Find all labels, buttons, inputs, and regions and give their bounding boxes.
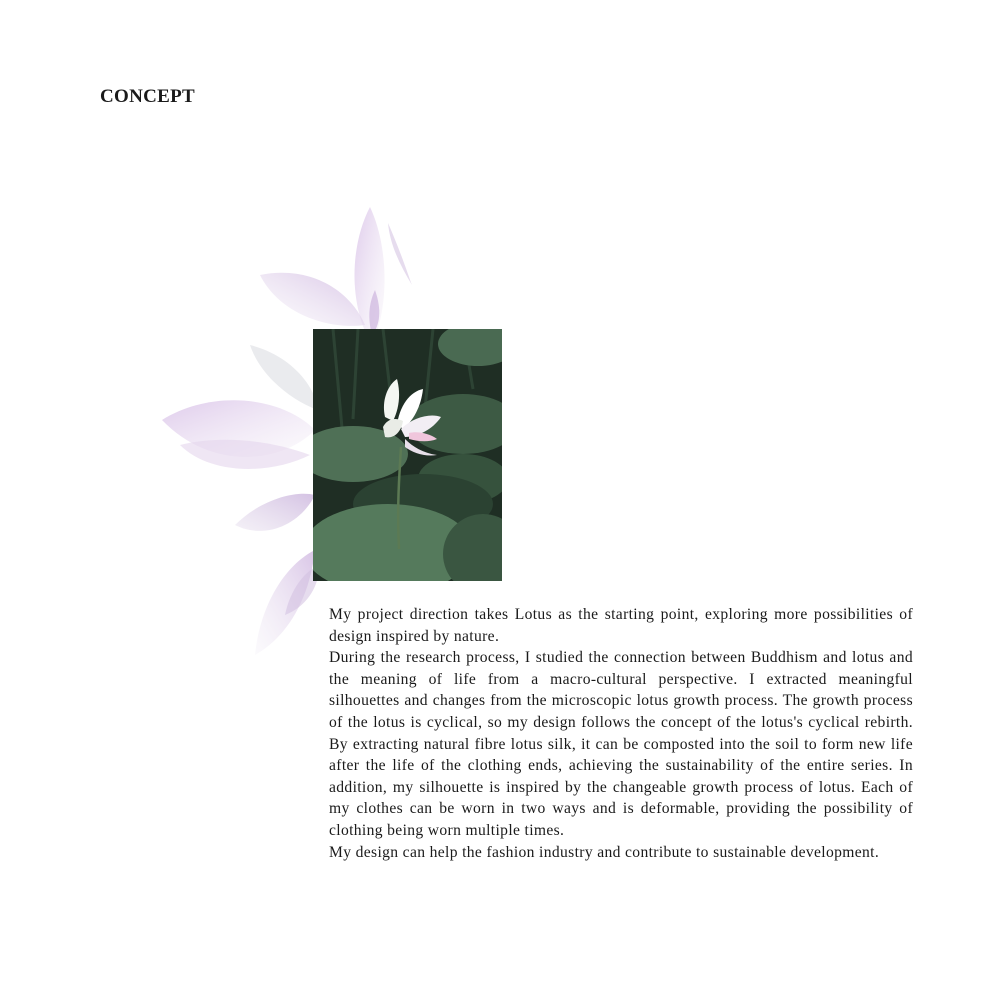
concept-paragraph: During the research process, I studied the connection between Buddhism and lotus and the meaning of life from a macro-cultural perspective. I extracted meaningful silhouettes and changes from the microscopic lotus growth process. The growth process of the lotus is cyclical, so my design follows the concept of the lotus's cyclical rebirth. By extracting natural fibre lotus silk, it can be composted into the soil to form new life after the life of the clothing ends, achieving the sustainability of the entire series. In addition, my silhouette is inspired by the changeable growth process of lotus. Each of my clothes can be worn in two ways and is deformable, providing the possibility of clothing being worn multiple times. <box>329 649 913 839</box>
concept-paragraph: My project direction takes Lotus as the starting point, exploring more possibilities of design inspired by nature. <box>329 606 913 645</box>
concept-description <box>329 604 913 863</box>
page-title: CONCEPT <box>100 86 195 107</box>
lotus-flower-photo-icon <box>313 329 502 581</box>
concept-paragraph: My design can help the fashion industry and contribute to sustainable development. <box>329 843 880 861</box>
